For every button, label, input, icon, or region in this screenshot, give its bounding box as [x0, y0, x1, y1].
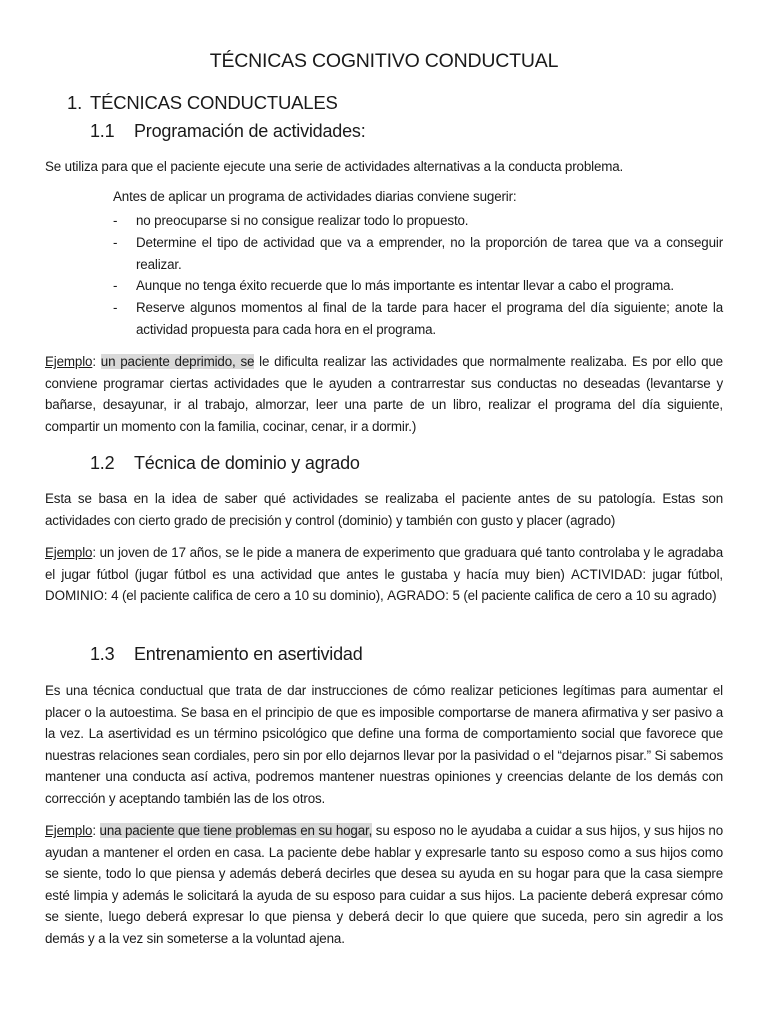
list-dash: -: [113, 278, 118, 294]
list-item-text: Determine el tipo de actividad que va a emprender, no la proporción de tarea que va a conseguir realizar.: [136, 234, 723, 272]
subsection-title: Programación de actividades:: [134, 121, 366, 141]
keyword-agrado: AGRADO:: [387, 588, 449, 604]
example-colon: :: [92, 354, 101, 369]
example-text: : un joven de 17 años, se le pide a manera de experimento que graduara qué tanto controlaba y le agradaba el jugar fútbol (jugar fútbol es una actividad que antes le gustaba y hacía muy bien): [45, 545, 723, 582]
suggestion-list: [113, 210, 723, 341]
paragraph-1-3: Es una técnica conductual que trata de dar instrucciones de cómo realizar peticiones legítimas para aumentar el placer o la autoestima. Se basa en el principio de que es imposible comportarse de manera afirmativa y ser pasivo a la vez. La asertividad es un término psicológico que define una forma de comportamiento social que favorece que nuestras relaciones sean cordiales, pero sin por ello dejarnos llevar por la pasividad o el “dejarnos pisar.” Si sabemos mantener una conducta así activa, podremos mantener nuestras opiniones y creencias delante de los demás con corrección y aceptando también las de los otros.: [45, 683, 723, 806]
list-dash: -: [113, 300, 118, 316]
list-item-text: Reserve algunos momentos al final de la tarde para hacer el programa del día siguiente; anote la actividad propuesta para cada hora en el programa.: [136, 300, 723, 337]
example-label: Ejemplo: [45, 354, 93, 369]
highlighted-text: un paciente deprimido, se: [100, 354, 255, 369]
list-item: [113, 232, 723, 276]
example-1-2: [45, 542, 723, 607]
example-text: 4 (el paciente califica de cero a 10 su dominio),: [107, 588, 388, 604]
list-item-text: Aunque no tenga éxito recuerde que lo más importante es intentar llevar a cabo el programa.: [136, 278, 674, 294]
paragraph-1-2: Esta se basa en la idea de saber qué actividades se realizaba el paciente antes de su patología. Estas son actividades con cierto grado de precisión y control (dominio) y también con gusto y placer (agrado): [45, 491, 723, 528]
subsection-title: Técnica de dominio y agrado: [134, 453, 360, 473]
highlighted-text: una paciente que tiene problemas en su hogar,: [99, 823, 373, 838]
subsection-number: 1.1: [90, 121, 115, 141]
subsection-heading-1-3: [90, 644, 363, 665]
example-text: jugar fútbol,: [646, 566, 723, 582]
list-dash: -: [113, 234, 118, 250]
paragraph-1-1: Se utiliza para que el paciente ejecute una serie de actividades alternativas a la conducta problema.: [45, 159, 624, 174]
section-number: 1.: [67, 92, 83, 113]
example-text: 5 (el paciente califica de cero a 10 su agrado): [448, 588, 717, 604]
list-dash: -: [113, 213, 118, 228]
keyword-actividad: ACTIVIDAD:: [570, 566, 647, 582]
example-text: su esposo no le ayudaba a cuidar a sus hijos, y sus hijos no ayudan a mantener el orden en casa. La paciente debe hablar y expresarle tanto su esposo como a sus hijos como se siente, todo lo que piensa y además deberá decirles que desea su ayuda en su hogar para que la casa siempre esté limpia y además le solicitará la ayuda de su esposo para cuidar a sus hijos. La paciente deberá expresar cómo se siente, luego deberá expresar lo que piensa y deberá decir lo que quiere que suceda, pero sin agredir a los demás y a la vez sin someterse a la voluntad ajena.: [45, 823, 723, 946]
list-item: [113, 297, 723, 341]
section-heading-1: [67, 92, 338, 114]
subsection-number: 1.3: [90, 644, 115, 664]
keyword-dominio: DOMINIO:: [45, 588, 108, 604]
example-label: Ejemplo: [45, 545, 93, 560]
example-text: le dificulta realizar las actividades que normalmente realizaba. Es por ello que conviene programar ciertas actividades que le ayuden a contrarrestar sus conductas no deseadas (levantarse y bañarse, desayunar, ir al trabajo, almorzar, leer una parte de un libro, realizar el programa del día siguiente, compartir un momento con la familia, cocinar, cenar, ir a dormir.): [45, 354, 723, 434]
list-item-text: no preocuparse si no consigue realizar todo lo propuesto.: [136, 213, 469, 228]
subsection-number: 1.2: [90, 453, 115, 473]
list-item: [113, 275, 723, 297]
subsection-heading-1-1: [90, 121, 366, 142]
document-title: TÉCNICAS COGNITIVO CONDUCTUAL: [209, 50, 559, 72]
example-label: Ejemplo: [45, 823, 93, 838]
subsection-heading-1-2: [90, 453, 360, 474]
example-1-3: [45, 820, 723, 950]
example-1-1: [45, 351, 723, 437]
example-colon: :: [92, 823, 100, 838]
section-title: TÉCNICAS CONDUCTUALES: [90, 92, 338, 113]
list-intro: Antes de aplicar un programa de actividades diarias conviene sugerir:: [113, 189, 517, 204]
subsection-title: Entrenamiento en asertividad: [134, 644, 363, 664]
list-item: [113, 210, 723, 232]
